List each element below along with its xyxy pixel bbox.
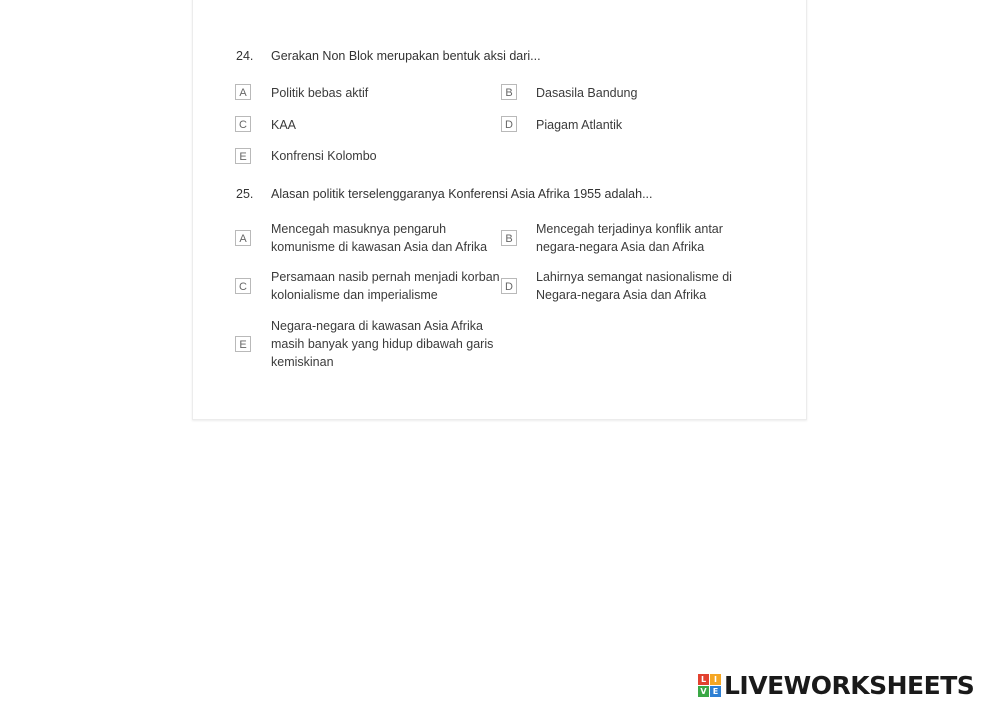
liveworksheets-logo: [698, 671, 974, 699]
logo-tile-l: L: [698, 674, 709, 685]
q24-option-e-text[interactable]: Konfrensi Kolombo: [271, 149, 377, 163]
q24-option-c-box[interactable]: C: [235, 116, 251, 132]
q25-option-e-text[interactable]: Negara-negara di kawasan Asia Afrika masih banyak yang hidup dibawah garis kemiskinan: [271, 319, 494, 369]
q25-option-c-text[interactable]: Persamaan nasib pernah menjadi korban kolonialisme dan imperialisme: [271, 270, 500, 302]
q25-option-a-text[interactable]: Mencegah masuknya pengaruh komunisme di kawasan Asia dan Afrika: [271, 222, 488, 254]
q24-option-a-box[interactable]: A: [235, 84, 251, 100]
q24-option-a-text[interactable]: Politik bebas aktif: [271, 86, 369, 100]
q25-option-a-box[interactable]: A: [235, 230, 251, 246]
q25-option-d-text[interactable]: Lahirnya semangat nasionalisme di Negara-negara Asia dan Afrika: [536, 270, 732, 302]
q24-option-d-box[interactable]: D: [501, 116, 517, 132]
logo-tile-e: E: [710, 686, 721, 697]
q24-option-b-text[interactable]: Dasasila Bandung: [536, 86, 638, 100]
brand-name: LIVEWORKSHEETS: [724, 670, 975, 700]
question-25-number: 25.: [236, 187, 254, 201]
q25-option-b-box[interactable]: B: [501, 230, 517, 246]
question-24-text: Gerakan Non Blok merupakan bentuk aksi dari...: [271, 49, 541, 63]
logo-grid-icon: [698, 674, 721, 697]
question-25-text: Alasan politik terselenggaranya Konferensi Asia Afrika 1955 adalah...: [271, 187, 653, 201]
q24-option-e-box[interactable]: E: [235, 148, 251, 164]
logo-tile-i: I: [710, 674, 721, 685]
q25-option-c-box[interactable]: C: [235, 278, 251, 294]
q24-option-b-box[interactable]: B: [501, 84, 517, 100]
q25-option-b-text[interactable]: Mencegah terjadinya konflik antar negara-negara Asia dan Afrika: [536, 222, 723, 254]
q25-option-d-box[interactable]: D: [501, 278, 517, 294]
question-24-number: 24.: [236, 49, 254, 63]
q24-option-c-text[interactable]: KAA: [271, 118, 297, 132]
q25-option-e-box[interactable]: E: [235, 336, 251, 352]
q24-option-d-text[interactable]: Piagam Atlantik: [536, 118, 623, 132]
logo-tile-v: V: [698, 686, 709, 697]
worksheet-card: [192, 0, 807, 420]
